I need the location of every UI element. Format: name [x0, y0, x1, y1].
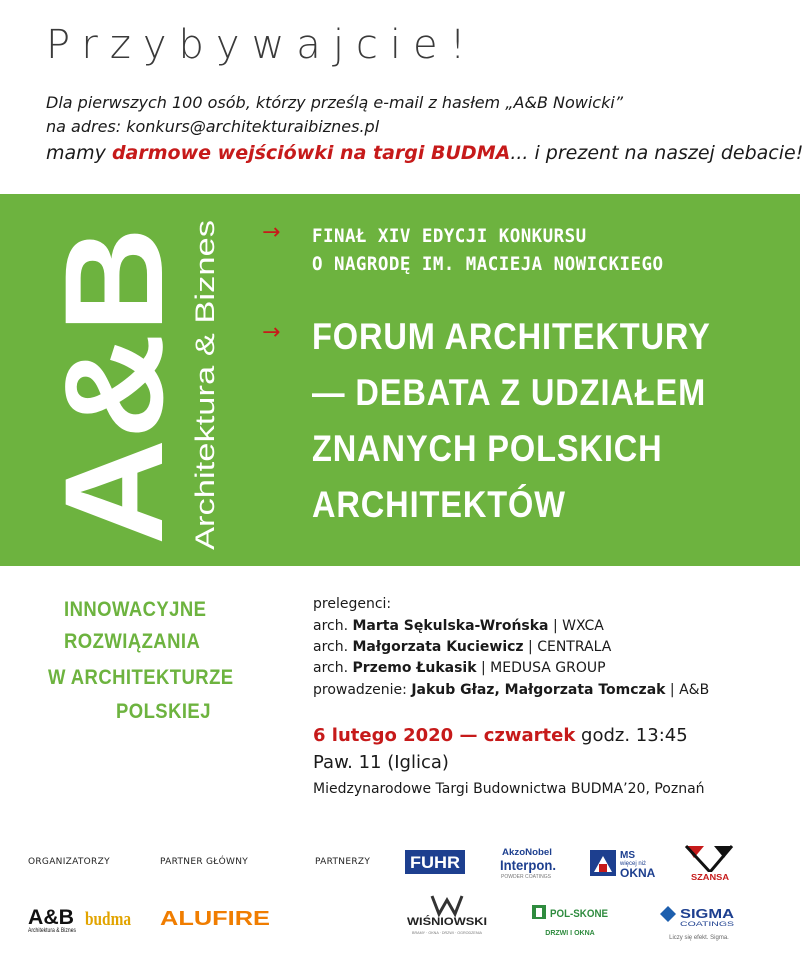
event-time: godz. 13:45: [575, 725, 688, 746]
szansa-logo: [684, 842, 736, 882]
ab-small-logo-text: Architektura & Biznes: [28, 928, 76, 934]
speaker-item: [313, 660, 606, 676]
host-label: prowadzenie:: [313, 682, 412, 698]
event-hall: Paw. 11 (Iglica): [313, 752, 449, 773]
topic-line-2: ROZWIĄZANIA: [64, 630, 201, 653]
speaker-name: Małgorzata Kuciewicz: [352, 639, 524, 655]
ab-small-logo-mark: A&B: [28, 906, 74, 929]
speaker-org: | CENTRALA: [523, 639, 612, 655]
speaker-prefix: arch.: [313, 618, 353, 634]
event-1-line-2: O NAGRODĘ IM. MACIEJA NOWICKIEGO: [312, 253, 664, 275]
budma-logo-text: budma: [85, 909, 132, 930]
speaker-prefix: arch.: [313, 660, 353, 676]
event-1-line-1: FINAŁ XIV EDYCJI KONKURSU: [312, 225, 587, 247]
event-venue: Miedzynarodowe Targi Budownictwa BUDMA’20, Poznań: [313, 781, 705, 797]
interpon-text: Interpon.: [500, 857, 556, 873]
wisniowski-logo: [404, 892, 490, 938]
pol-skone-logo: [530, 903, 612, 939]
organizers-label: ORGANIZATORZY: [28, 857, 110, 867]
sigma-text: SIGMA: [680, 906, 735, 921]
ab-logo-subtitle-text: Architektura & Biznes: [190, 291, 220, 550]
speakers-label: prelegenci:: [313, 596, 392, 612]
arrow-right-icon: →: [262, 320, 281, 345]
budma-logo: [84, 908, 132, 930]
speaker-name: Marta Sękulska-Wrońska: [352, 618, 549, 634]
alufire-logo: [160, 906, 276, 930]
akzonobel-interpon-logo: [500, 845, 560, 881]
host-line: [313, 682, 709, 698]
sigma-coatings-text: COATINGS: [680, 922, 734, 928]
speaker-prefix: arch.: [313, 639, 353, 655]
speaker-org: | MEDUSA GROUP: [476, 660, 606, 676]
event-2-line-1: FORUM ARCHITEKTURY: [312, 316, 711, 357]
intro-line-3-post: ... i prezent na naszej debacie!: [510, 142, 803, 164]
host-names: Jakub Głaz, Małgorzata Tomczak: [411, 682, 666, 698]
fuhr-logo: [405, 850, 465, 874]
arrow-right-icon: →: [262, 220, 281, 245]
partners-label: PARTNERZY: [315, 857, 371, 867]
event-2-line-3: ZNANYCH POLSKICH: [312, 428, 663, 469]
intro-line-2: na adres: konkurs@architekturaibiznes.pl: [46, 117, 380, 136]
pol-skone-tagline: DRZWI I OKNA: [545, 930, 595, 937]
ab-logo: [35, 220, 192, 550]
ms-okna-logo: [590, 848, 654, 880]
szansa-text: SZANSA: [691, 873, 730, 882]
pol-skone-text: POL-SKONE: [550, 908, 608, 920]
ms-text: MS: [620, 850, 635, 861]
powder-coatings-text: POWDER COATINGS: [501, 874, 552, 880]
host-org: | A&B: [665, 682, 710, 698]
event-2-line-4: ARCHITEKTÓW: [312, 484, 566, 525]
intro-line-3: [46, 142, 803, 164]
wisniowski-tagline: BRAMY · OKNA · DRZWI · OGRODZENIA: [412, 930, 483, 935]
ms-tagline-text: więcej niż: [620, 861, 647, 867]
fuhr-logo-text: FUHR: [410, 853, 460, 872]
okna-text: OKNA: [620, 866, 656, 880]
intro-line-3-highlight: darmowe wejściówki na targi BUDMA: [111, 142, 511, 164]
speaker-item: [313, 639, 611, 655]
event-date: [313, 725, 688, 746]
sigma-tagline: Liczy się efekt. Sigma.: [669, 935, 729, 941]
main-partner-label: PARTNER GŁÓWNY: [160, 857, 249, 867]
speaker-name: Przemo Łukasik: [352, 660, 477, 676]
speaker-item: [313, 618, 604, 634]
topic-line-4: POLSKIEJ: [116, 700, 211, 723]
event-2-line-2: — DEBATA Z UDZIAŁEM: [312, 372, 707, 413]
ab-logo-mark: A&B: [35, 241, 192, 545]
topic-line-3: W ARCHITEKTURZE: [48, 666, 234, 689]
ab-logo-subtitle: [176, 210, 226, 555]
headline: Przybywajcie!: [46, 22, 478, 68]
sigma-logo: [656, 900, 742, 942]
topic-line-1: INNOWACYJNE: [64, 598, 207, 621]
intro-line-3-pre: mamy: [46, 142, 112, 164]
speaker-org: | WXCA: [548, 618, 604, 634]
event-date-day: 6 lutego 2020 — czwartek: [313, 725, 576, 746]
alufire-logo-text: ALUFIRE: [160, 908, 270, 930]
intro-line-1: Dla pierwszych 100 osób, którzy prześlą e-mail z hasłem „A&B Nowicki”: [46, 93, 624, 112]
akzonobel-text: AkzoNobel: [502, 847, 552, 857]
ab-small-logo: [28, 904, 78, 934]
wisniowski-text: WIŚNIOWSKI: [407, 916, 477, 928]
